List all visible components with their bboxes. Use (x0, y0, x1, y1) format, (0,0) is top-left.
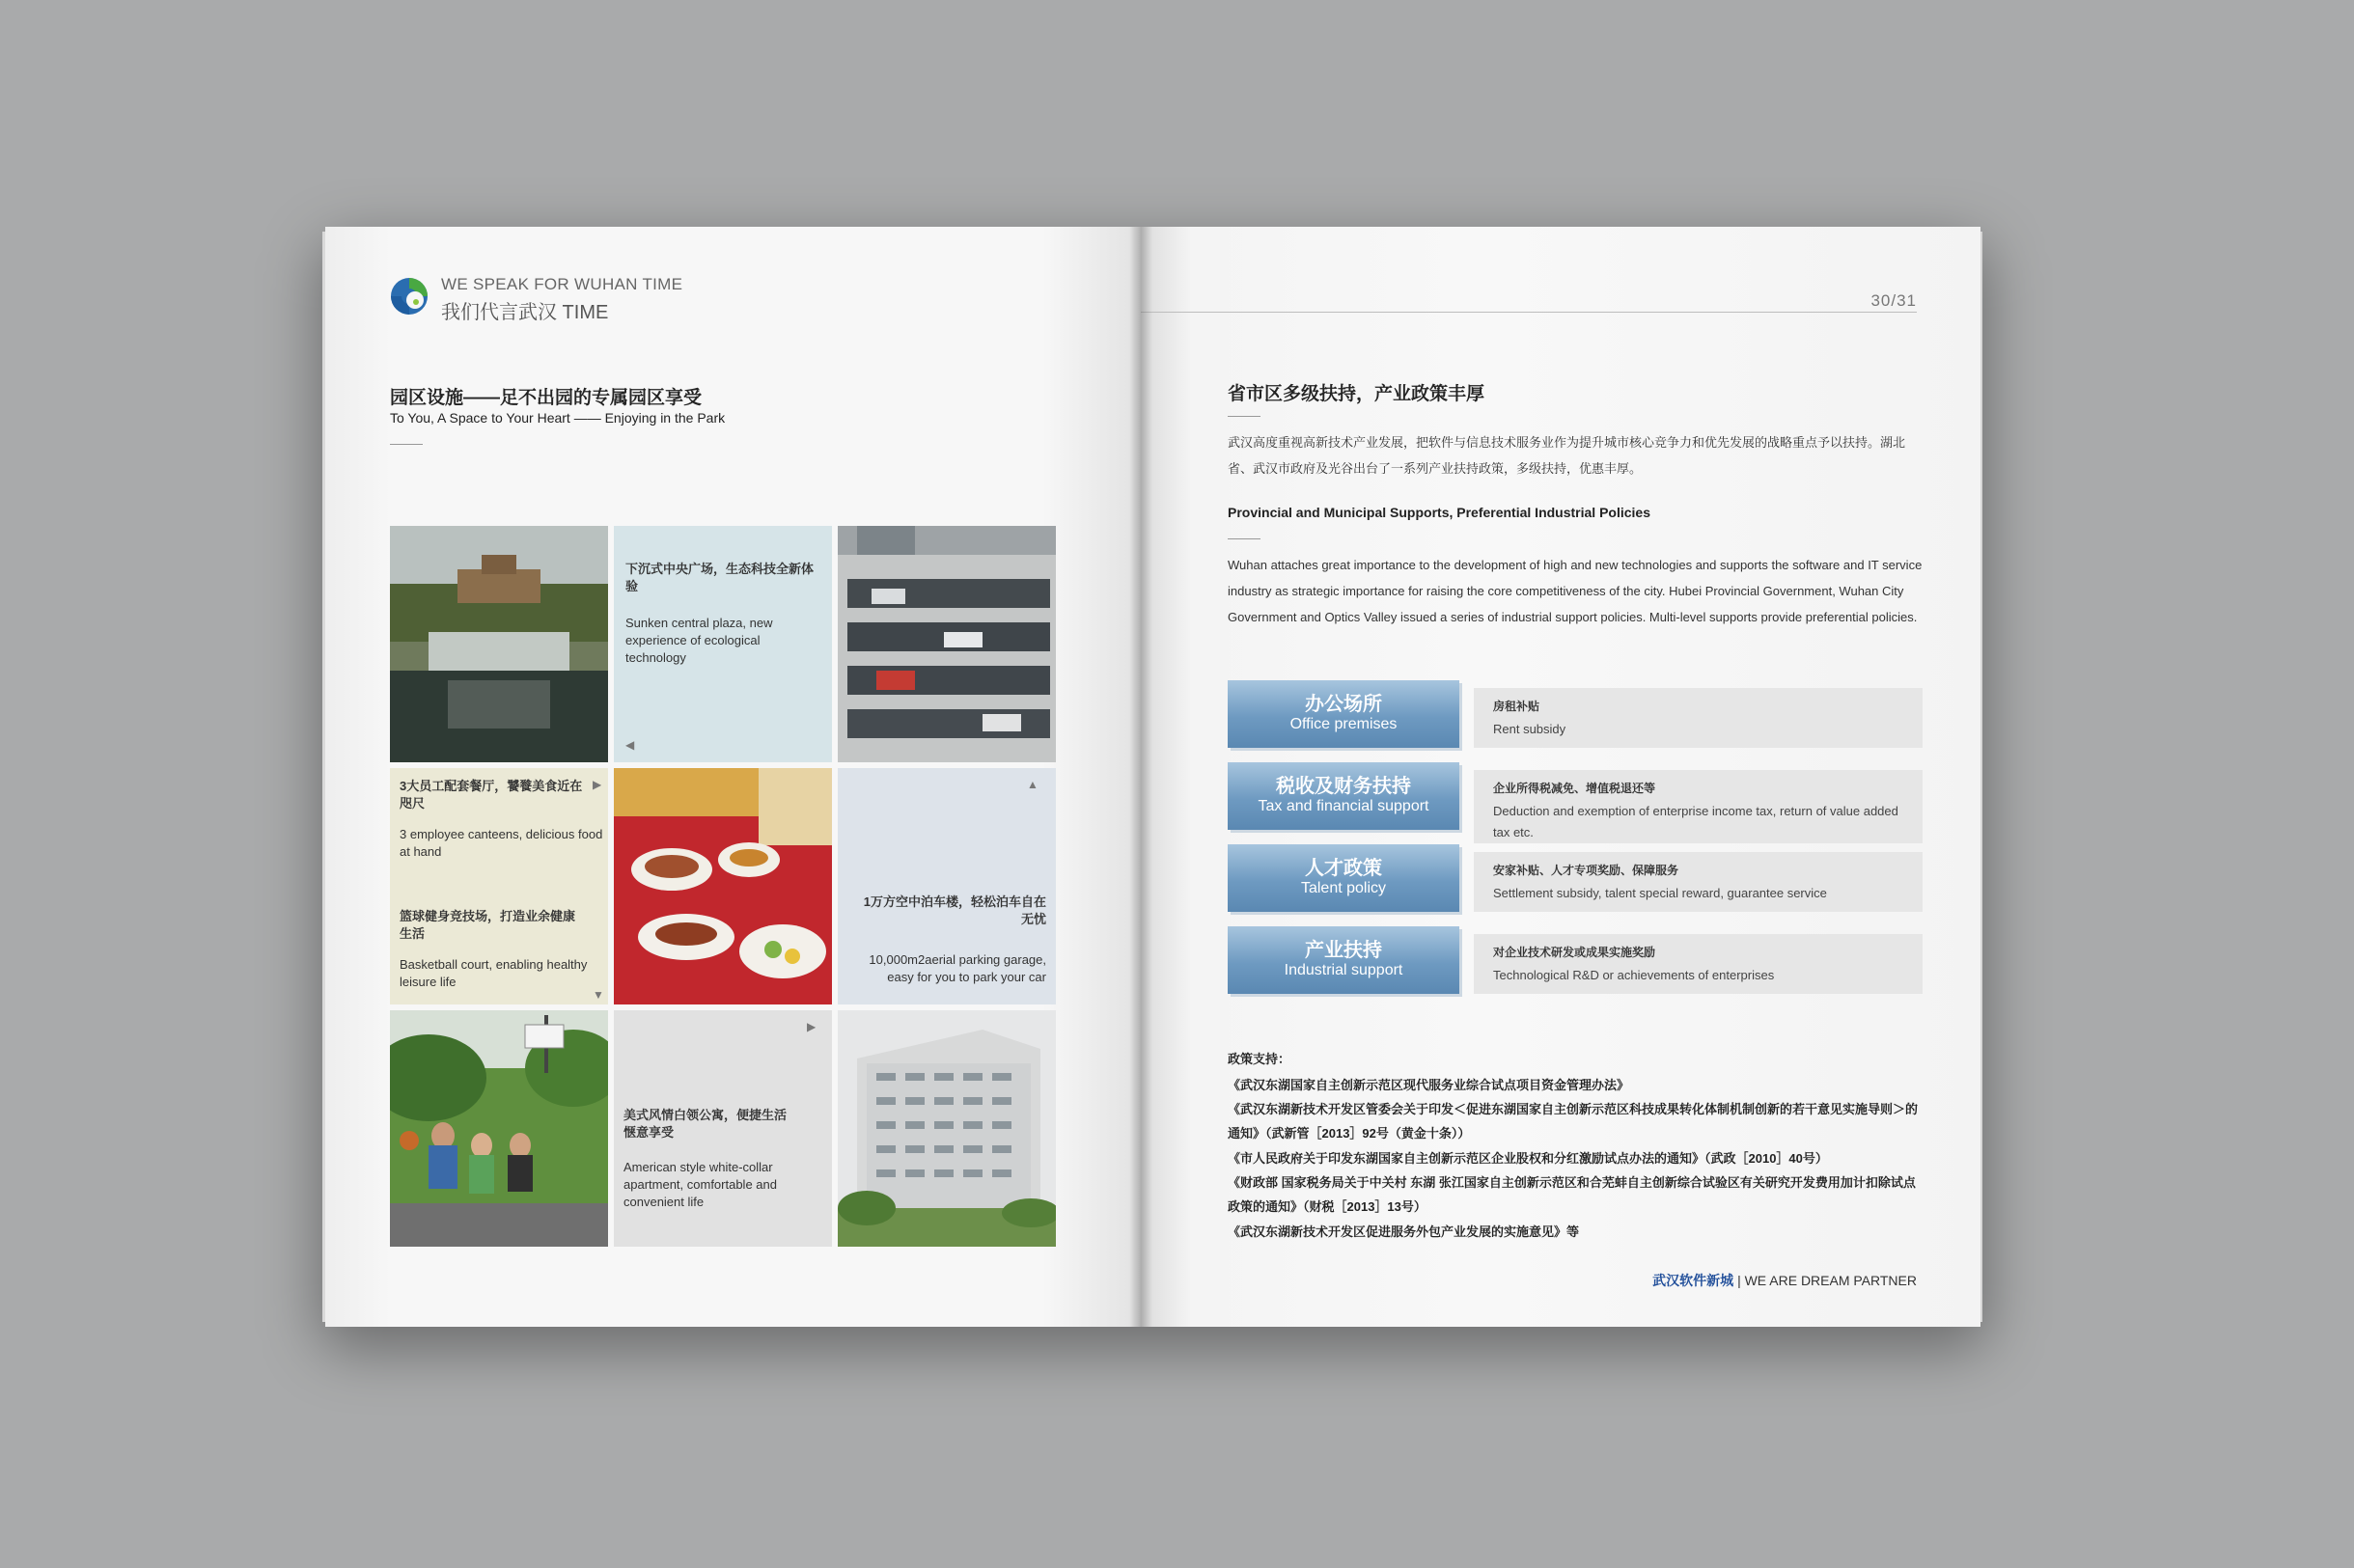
apartment-caption-en: American style white-collar apartment, comfortable and convenient life (623, 1160, 777, 1209)
brand-logo-icon (390, 277, 429, 316)
support-row-industrial (1228, 926, 1923, 996)
support-title-en: Tax and financial support (1258, 798, 1429, 814)
plaza-caption-cn: 下沉式中央广场，生态科技全新体验 (625, 562, 815, 593)
support-title-en: Industrial support (1284, 962, 1403, 978)
plaza-caption-en: Sunken central plaza, new experience of ecological technology (625, 616, 773, 665)
apartment-caption-cn: 美式风情白领公寓，便捷生活惬意享受 (623, 1108, 788, 1140)
caption-canteen-basketball (390, 768, 608, 1004)
support-title-en: Office premises (1289, 716, 1398, 732)
support-description (1474, 934, 1923, 994)
intro-cn: 武汉高度重视高新技术产业发展，把软件与信息技术服务业作为提升城市核心竞争力和优先发展的战略重点予以扶持。湖北省、武汉市政府及光谷出台了一系列产业扶持政策，多级扶持，优惠丰厚。 (1228, 435, 1906, 476)
policy-item: 《武汉东湖新技术开发区管委会关于印发＜促进东湖国家自主创新示范区科技成果转化体制机制创新的若干意见实施导则＞的通知》（武新管［2013］92号（黄金十条）） (1228, 1102, 1919, 1141)
support-title-cn: 税收及财务扶持 (1276, 776, 1411, 797)
photo-parking-garage (838, 526, 1056, 762)
support-title-cn: 人才政策 (1305, 858, 1382, 879)
policy-item: 《财政部 国家税务局关于中关村 东湖 张江国家自主创新示范区和合芜蚌自主创新综合试验区有关研究开发费用加计扣除试点政策的通知》（财税［2013］13号） (1228, 1175, 1916, 1214)
support-title-cn: 办公场所 (1305, 694, 1382, 715)
policy-item: 《武汉东湖国家自主创新示范区现代服务业综合试点项目资金管理办法》 (1228, 1078, 1630, 1092)
support-row-tax (1228, 762, 1923, 839)
support-desc-en: Technological R&D or achievements of enterprises (1493, 968, 1775, 982)
support-row-talent (1228, 844, 1923, 914)
policy-support-label: 政策支持： (1228, 1052, 1291, 1066)
title-underline-right (1228, 416, 1260, 417)
footer-brand-cn: 武汉软件新城 (1652, 1273, 1734, 1288)
right-page (1141, 227, 1980, 1327)
caption-central-plaza (614, 526, 832, 762)
footer-separator: | (1737, 1273, 1745, 1288)
support-desc-en: Deduction and exemption of enterprise income tax, return of value added tax etc. (1493, 804, 1898, 839)
subtitle-underline (1228, 538, 1260, 539)
arrow-right-icon-2: ▶ (807, 1020, 817, 1033)
footer-tagline: WE ARE DREAM PARTNER (1744, 1273, 1917, 1288)
support-tile (1228, 844, 1459, 912)
caption-parking (838, 768, 1056, 1004)
photo-apartment-building (838, 1010, 1056, 1247)
header-rule (1141, 312, 1917, 313)
brand-name-en: WE SPEAK FOR WUHAN TIME (441, 275, 683, 293)
photo-central-garden (390, 526, 608, 762)
basketball-caption-cn: 篮球健身竞技场，打造业余健康生活 (400, 909, 576, 941)
support-tile (1228, 926, 1459, 994)
photo-basketball (390, 1010, 608, 1247)
policy-subtitle-en: Provincial and Municipal Supports, Preferential Industrial Policies (1228, 505, 1650, 520)
support-desc-cn: 企业所得税减免、增值税退还等 (1493, 782, 1656, 795)
policy-title: 省市区多级扶持，产业政策丰厚 (1228, 384, 1485, 404)
arrow-right-icon: ▶ (593, 778, 602, 791)
support-tile (1228, 762, 1459, 830)
support-description (1474, 852, 1923, 912)
basketball-caption-en: Basketball court, enabling healthy leisure life (400, 957, 588, 989)
parking-caption-en: 10,000m2aerial parking garage, easy for you to park your car (869, 952, 1046, 984)
arrow-up-icon: ▲ (1027, 778, 1039, 791)
canteen-caption-en: 3 employee canteens, delicious food at hand (400, 827, 603, 859)
arrow-left-icon: ◀ (625, 738, 635, 752)
support-title-cn: 产业扶持 (1305, 940, 1382, 961)
facility-photo-grid (390, 526, 1066, 1209)
caption-apartment (614, 1010, 832, 1247)
policy-item: 《市人民政府关于印发东湖国家自主创新示范区企业股权和分红激励试点办法的通知》（武政［2010］40号） (1228, 1151, 1828, 1166)
left-page (325, 227, 1141, 1327)
support-desc-en: Settlement subsidy, talent special reward, guarantee service (1493, 886, 1827, 900)
book-spine (1129, 227, 1152, 1327)
footer (1652, 1271, 1917, 1290)
support-description (1474, 688, 1923, 748)
support-desc-en: Rent subsidy (1493, 722, 1566, 736)
parking-caption-cn: 1万方空中泊车楼，轻松泊车自在无忧 (863, 894, 1046, 926)
arrow-down-icon: ▼ (593, 988, 604, 1002)
section-title-en: To You, A Space to Your Heart —— Enjoying in the Park (390, 410, 726, 426)
canteen-caption-cn: 3大员工配套餐厅，饕餮美食近在咫尺 (400, 779, 583, 811)
support-tile (1228, 680, 1459, 748)
support-desc-cn: 房租补贴 (1493, 700, 1540, 713)
support-row-office (1228, 680, 1923, 750)
support-desc-cn: 对企业技术研发或成果实施奖励 (1493, 946, 1656, 959)
support-title-en: Talent policy (1300, 880, 1387, 896)
support-description (1474, 770, 1923, 843)
page-number: 30/31 (1870, 291, 1917, 310)
intro-en: Wuhan attaches great importance to the development of high and new technologies and supports the software and IT service industry as strategic importance for raising the core competitiveness of the city. Hubei Provincial Government, Wuhan City Government and Optics Valley issued a series of industrial support policies. Multi-level supports provide preferential policies. (1228, 558, 1923, 624)
title-underline (390, 444, 423, 445)
support-desc-cn: 安家补贴、人才专项奖励、保障服务 (1493, 864, 1679, 877)
section-title-cn: 园区设施——足不出园的专属园区享受 (390, 388, 703, 408)
policy-item: 《武汉东湖新技术开发区促进服务外包产业发展的实施意见》等 (1228, 1224, 1580, 1239)
photo-canteen-food (614, 768, 832, 1004)
brand-name-cn: 我们代言武汉 TIME (441, 302, 609, 323)
